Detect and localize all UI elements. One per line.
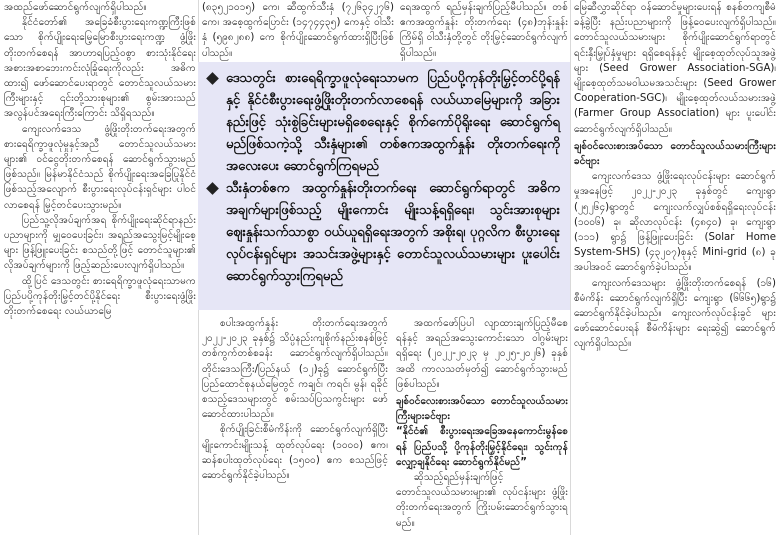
article-column-1 bbox=[4, 0, 196, 535]
article-column-3-top bbox=[400, 0, 568, 62]
section-heading: ချစ်ဝင်လေးစားအပ်သော တောင်သူလယ်သမားကြီးများခင်ဗျား bbox=[574, 140, 776, 168]
quote-text: “နိုင်ငံ၏ စီးပွားရေးအခြေအနေကောင်းမွန်စေရန် ပြည်ပသို့ ပို့ကုန်တိုးမြှင့်နိုင်ရေး၊ သွင်းကုန်လျှော့ချနိုင်ရေး ဆောင်ရွက်နိုင်မည်” bbox=[396, 426, 568, 468]
paragraph: မြေဆီလွှာဆိုင်ရာ ဝန်ဆောင်မှုများပေးရန် စနစ်တကျစီမံခန့်ခွဲပြီး နည်းပညာများကို ဖြန့်ဝေပေးလျက်ရှိပါသည်။ တောင်သူလယ်သမားများ စိုက်ပျိုးဆောင်ရွက်ရာတွင် ရင်းနှီးမြှုပ်နှံမှုများ ရရှိစေရန်နှင့် မျိုးစေ့ထုတ်လုပ်သူအဖွဲ့များ (Seed Grower Association-SGA)၊ မျိုးစေ့ထုတ်သမဝါယမအသင်းများ (Seed Grower Cooperation-SGC)၊ မျိုးစေ့ထုတ်လယ်သမားအဖွဲ့ (Farmer Group Association) များ ပူးပေါင်းဆောင်ရွက်လျက်ရှိပါသည်။ bbox=[574, 2, 776, 135]
article-column-2-top bbox=[202, 0, 394, 62]
paragraph: အထည်ဖော်ဆောင်ရွက်လျက်ရှိပါသည်။ bbox=[4, 2, 147, 13]
paragraph: ရေအထွက် ရည်မှန်းချက်ပြည့်မီပါသည်။ တစ်ဧကအထွက်နှုန်း တိုးတက်ရေး (၄၈)ဘုန်းနှုန်းကြိမ်ရှိ ဝါသီးနှံတို့တွင် တိုးမြှင့်ဆောင်ရွက်လျက်ရှိပါသည်။ bbox=[400, 2, 568, 59]
pull-quote-box bbox=[198, 62, 570, 310]
article-column-3-bottom bbox=[396, 316, 568, 535]
paragraph: ပြည်သူ့လိုအပ်ချက်အရ စိုက်ပျိုးရေးဆိုင်ရာနည်းပညာများကို မျှဝေပေးခြင်း၊ အရည်အသွေးမြင့်မျိုးစေ့များ ဖြန့်ဖြူးပေးခြင်း စသည်တို့ဖြင့် တောင်သူများ၏ လိုအပ်ချက်များကို ဖြည့်ဆည်းပေးလျက်ရှိပါသည်။ bbox=[4, 214, 196, 272]
paragraph: စပါးအထွက်နှုန်း တိုးတက်ရေးအတွက် ၂၀၂၂-၂၀၂၃ ခုနှစ်၌ သိပ္ပံနည်းကျစိုက်နည်းစနစ်ဖြင့် တစ်ကွက်တစ်စခန်း ဆောင်ရွက်လျက်ရှိပါသည်။ တိုင်းဒေသကြီး/ပြည်နယ် (၁၂)ခု၌ ဆောင်ရွက်ပြီး ပြည်ထောင်စုနယ်မြေတွင် ကချင်၊ ကရင်၊ မွန်၊ ရခိုင် စသည့်ဒေသများတွင် စမ်းသပ်ပြသကွင်းများ ဖော်ဆောင်ထားပါသည်။ bbox=[202, 318, 388, 421]
diamond-bullet-icon bbox=[206, 182, 219, 195]
column-divider bbox=[570, 0, 571, 535]
paragraph: စိုက်ပျိုးခြင်းစီမံကိန်းကို ဆောင်ရွက်လျက်ရှိပြီး မျိုးကောင်းမျိုးသန့် ထုတ်လုပ်ရေး (၁၀၀၀) ဧက၊ ဆန်စပါးထုတ်လုပ်ရေး (၁၅၀၀) ဧက စသည်ဖြင့် ဆောင်ရွက်နိုင်ခဲ့ပါသည်။ bbox=[202, 424, 388, 482]
paragraph: ကျေးလက်ဒေသ ဖွံ့ဖြိုးတိုးတက်ရေးအတွက် စားရေရိက္ခာဖူလုံမှုနှင့်အညီ တောင်သူလယ်သမားများ၏ ဝင်ငွေတိုးတက်စေရန် ဆောင်ရွက်သွားမည်ဖြစ်သည်။ မြန်မာနိုင်ငံသည် စိုက်ပျိုးရေးအခြေပြုနိုင်ငံဖြစ်သည့်အလျောက် စီးပွားရေးလုပ်ငန်းရှင်များ ပါဝင်လာစေရန် မြှင့်တင်ပေးသွားမည်။ bbox=[4, 123, 196, 211]
paragraph: ထို့ပြင် ဒေသတွင်း စားရေရိက္ခာဖူလုံရေးသာမက ပြည်ပပို့ကုန်တိုးမြှင့်တင်ပို့နိုင်ရေး စီးပွားရေးဖွံ့ဖြိုးတိုးတက်စေရေး လယ်ယာမြေ bbox=[4, 275, 196, 318]
paragraph: ကျေးလက်ဒေသ ဖွံ့ဖြိုးရေးလုပ်ငန်းများ ဆောင်ရွက်မှုအနေဖြင့် ၂၀၂၂-၂၀၂၃ ခုနှစ်တွင် ကျေးရွာ (၂၅၂၆၄)ရွာတွင် ကျေးလက်လျှပ်စစ်ရရှိရေးလုပ်ငန်း (၁၀၀၆) ခု၊ ဆိုလာလုပ်ငန်း (၄၈၄၀) ခု၊ ကျေးရွာ (၁၁၁) ရွာ၌ ဖြန့်ဖြူးပေးခြင်း (Solar Home System-SHS) (၄၃၂၀၇)စုနှင့် Mini-grid (၈) ခု အပါအဝင် ဆောင်ရွက်ခဲ့ပါသည်။ bbox=[574, 171, 776, 274]
paragraph: နိုင်ငံတော်၏ အခြေခံစီးပွားရေးကဏ္ဍကြီးဖြစ်သော စိုက်ပျိုးရေးမြေ့မြောစီးပွားရေးကဏ္ဍ ဖွံ့ဖြိုးတိုးတက်စေရန် အာဟာရပြည့်ဝစွာ စားသုံးနိုင်ရေး အစားအစာဘေးကင်းလုံခြုံရေးကိုလည်း အဓိကထား၍ ဖော်ဆောင်ပေးရာတွင် တောင်သူလယ်သမားကြီးများနှင့် ၎င်းတို့သားစုများ၏ စွမ်းအားသည် အလွန်ပင်အရေးကြီးကြောင်း သိရှိရသည်။ bbox=[4, 17, 196, 120]
paragraph: အထက်ဖော်ပြပါ လျာထားချက်ပြည့်မီစေရန်နှင့် အရည်အသွေးကောင်းသော ဝါဂွမ်းများရရှိရေး (၂၀၂၂-၂၀၂၃ မှ ၂၀၂၅-၂၀၂၆) ခုနှစ်အထိ ကာလသတ်မှတ်၍ ဆောင်ရွက်သွားမည်ဖြစ်ပါသည်။ bbox=[396, 318, 568, 390]
pull-quote-text: သီးနှံတစ်ဧက အထွက်နှုန်းတိုးတက်ရေး ဆောင်ရွက်ရာတွင် အဓိကအချက်များဖြစ်သည့် မျိုးကောင်း မျိုးသန့်ရရှိရေး၊ သွင်းအားစုများ ဈေးနှုန်းသက်သာစွာ ဝယ်ယူရရှိရေးအတွက် အစိုးရ၊ ပုဂ္ဂလိက စီးပွားရေးလုပ်ငန်းရှင်များ အသင်းအဖွဲ့များနှင့် တောင်သူလယ်သမားများ ပူးပေါင်းဆောင်ရွက်သွားကြရမည် bbox=[226, 181, 560, 284]
pull-quote-item bbox=[208, 68, 560, 178]
pull-quote-text: ဒေသတွင်း စားရေရိက္ခာဖူလုံရေးသာမက ပြည်ပပို့ကုန်တိုးမြှင့်တင်ပို့ရန်နှင့် နိုင်ငံစီးပွားရေးဖွံ့ဖြိုးတိုးတက်လာစေရန် လယ်ယာမြေများကို အခြားနည်းဖြင့် သုံးစွဲခြင်းများမရှိစေရေးနှင့် စိုက်ကော်ပိုရိုးရေး ဆောင်ရွက်ရမည်ဖြစ်သကဲ့သို့ သီးနှံများ၏ တစ်ဧကအထွက်နှုန်း တိုးတက်ရေးကို အလေးပေး ဆောင်ရွက်ကြရမည် bbox=[226, 71, 560, 174]
pull-quote-item bbox=[208, 178, 560, 288]
article-column-2-bottom bbox=[202, 316, 388, 535]
paragraph: ကျေးလက်ဒေသများ ဖွံ့ဖြိုးတိုးတက်စေရန် (၁၆) စီမံကိန်း ဆောင်ရွက်လျက်ရှိပြီး ကျေးရွာ (၆၆၆၅)ရွာ၌ ဆောင်ရွက်နိုင်ခဲ့ပါသည်။ ကျေးလက်လုပ်ငန်းခွင် များ ဖော်ဆောင်ပေးရန် စီမံကိန်းများ ရေးဆွဲ၍ ဆောင်ရွက်လျက်ရှိပါသည်။ bbox=[574, 277, 776, 350]
paragraph: ဆိုသည့်ရည်မှန်းချက်ဖြင့် တောင်သူလယ်သမားများ၏ လုပ်ငန်းများ ဖွံ့ဖြိုးတိုးတက်ရေးအတွက် ကြိုးပမ်းဆောင်ရွက်သွားရမည်။ bbox=[396, 472, 568, 529]
paragraph: (၈၃၅၂၁၀၁၅) ကေ၊ ဆီထွက်သီးနှံ (၇၂၆၃၄၂၇၆) ကေ၊ အစေ့ထွက်ပြောင်း (၁၄၇၄၄၃၅) ကေနှင့် ဝါသီးနှံ (၅၉၈၂၈၈) ကေ စိုက်ပျိုးဆောင်ရွက်ထားရှိပြီးဖြစ်ပါသည်။ bbox=[202, 2, 394, 59]
diamond-bullet-icon bbox=[206, 72, 219, 85]
article-column-4 bbox=[574, 0, 776, 535]
section-heading: ချစ်ဝင်လေးစားအပ်သော တောင်သူလယ်သမားကြီးများခင်ဗျား bbox=[396, 396, 568, 423]
